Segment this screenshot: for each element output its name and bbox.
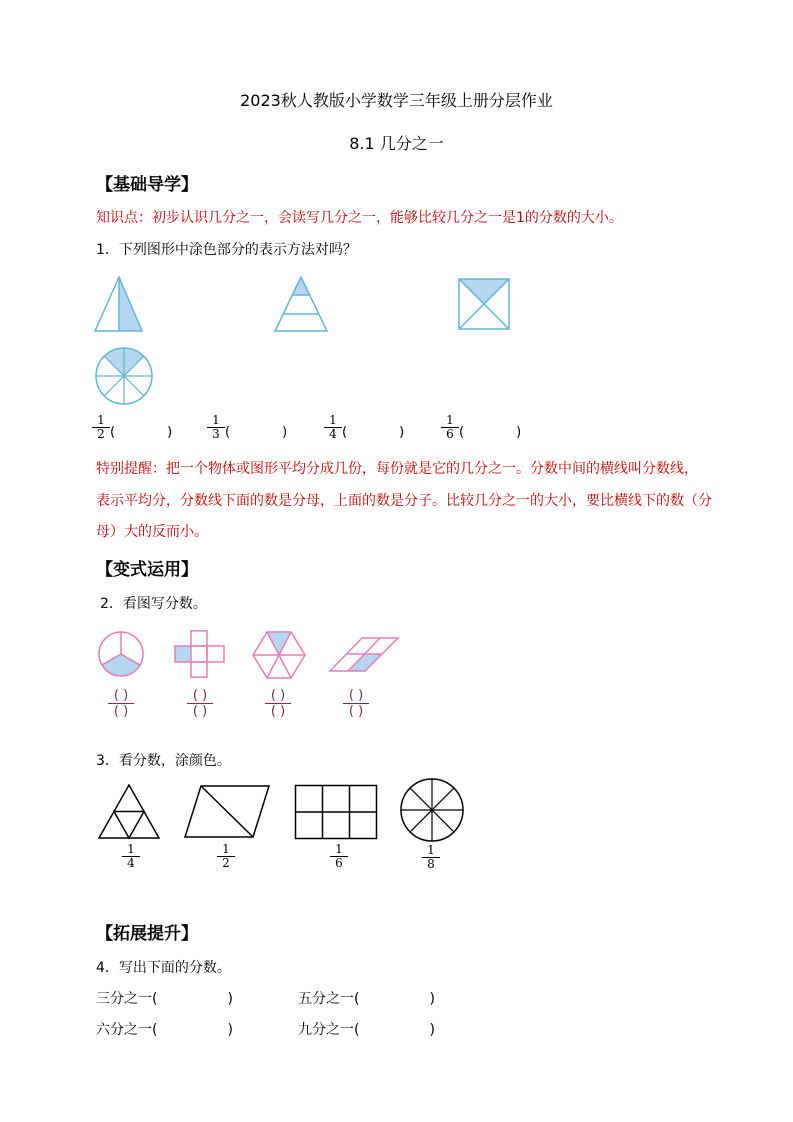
triangle-quarters-figure [98, 784, 160, 840]
circle-eighths-figure [94, 346, 154, 406]
color-fraction-2: $\frac{1}{2}$ [217, 843, 235, 870]
section-heading-extension: 【拓展提升】 [96, 924, 198, 944]
lesson-subtitle: 8.1 几分之一 [349, 134, 444, 153]
knowledge-point: 知识点：初步认识几分之一，会读写几分之一，能够比较几分之一是1的分数的大小。 [96, 210, 623, 226]
fraction-item-3[interactable]: 六分之一( ) [96, 1022, 233, 1038]
question-1: 1．下列图形中涂色部分的表示方法对吗？ [96, 242, 357, 258]
document-title: 2023秋人教版小学数学三年级上册分层作业 [240, 91, 553, 110]
cross-squares-figure [174, 630, 226, 678]
fraction-answer-1: $\frac{1}{2}$ [92, 414, 110, 441]
section-heading-variation: 【变式运用】 [96, 560, 198, 580]
rectangle-sixths-figure [294, 784, 378, 840]
answer-blank-1[interactable]: ( ) [110, 425, 173, 440]
section-heading-basic: 【基础导学】 [96, 175, 198, 195]
parallelogram-fourths-figure [328, 637, 400, 673]
color-fraction-1: $\frac{1}{4}$ [122, 843, 140, 870]
question-3: 3．看分数，涂颜色。 [96, 753, 231, 769]
blank-fraction-4[interactable]: ( ) ( ) [343, 688, 369, 719]
blank-fraction-1[interactable]: ( ) ( ) [108, 688, 134, 719]
fraction-item-2[interactable]: 五分之一( ) [298, 991, 435, 1007]
fraction-item-1[interactable]: 三分之一( ) [96, 991, 233, 1007]
blank-fraction-3[interactable]: ( ) ( ) [265, 688, 291, 719]
color-fraction-3: $\frac{1}{6}$ [330, 843, 348, 870]
fraction-answer-2: $\frac{1}{3}$ [207, 414, 225, 441]
blank-fraction-2[interactable]: ( ) ( ) [187, 688, 213, 719]
hexagon-sixths-figure [251, 631, 307, 679]
parallelogram-halves-figure [183, 784, 271, 840]
circle-eighths-outline-figure [399, 777, 465, 843]
question-2: 2．看图写分数。 [100, 596, 207, 612]
triangle-thirds-figure [274, 276, 328, 334]
question-4: 4．写出下面的分数。 [96, 960, 231, 976]
color-fraction-4: $\frac{1}{8}$ [422, 844, 440, 871]
tip-line-1: 特别提醒：把一个物体或图形平均分成几份，每份就是它的几分之一。分数中间的横线叫分数线， [96, 461, 698, 477]
fraction-item-4[interactable]: 九分之一( ) [298, 1022, 435, 1038]
answer-blank-3[interactable]: ( ) [342, 425, 405, 440]
answer-blank-4[interactable]: ( ) [459, 425, 522, 440]
fraction-answer-3: $\frac{1}{4}$ [324, 414, 342, 441]
tip-line-3: 母）大的反而小。 [96, 524, 208, 540]
answer-blank-2[interactable]: ( ) [225, 425, 288, 440]
square-quarter-figure [457, 277, 511, 331]
tip-line-2: 表示平均分，分数线下面的数是分母，上面的数是分子。比较几分之一的大小，要比横线下的数（分 [96, 493, 712, 509]
triangle-half-figure [94, 276, 144, 334]
fraction-answer-4: $\frac{1}{6}$ [441, 414, 459, 441]
circle-thirds-figure [98, 631, 144, 677]
